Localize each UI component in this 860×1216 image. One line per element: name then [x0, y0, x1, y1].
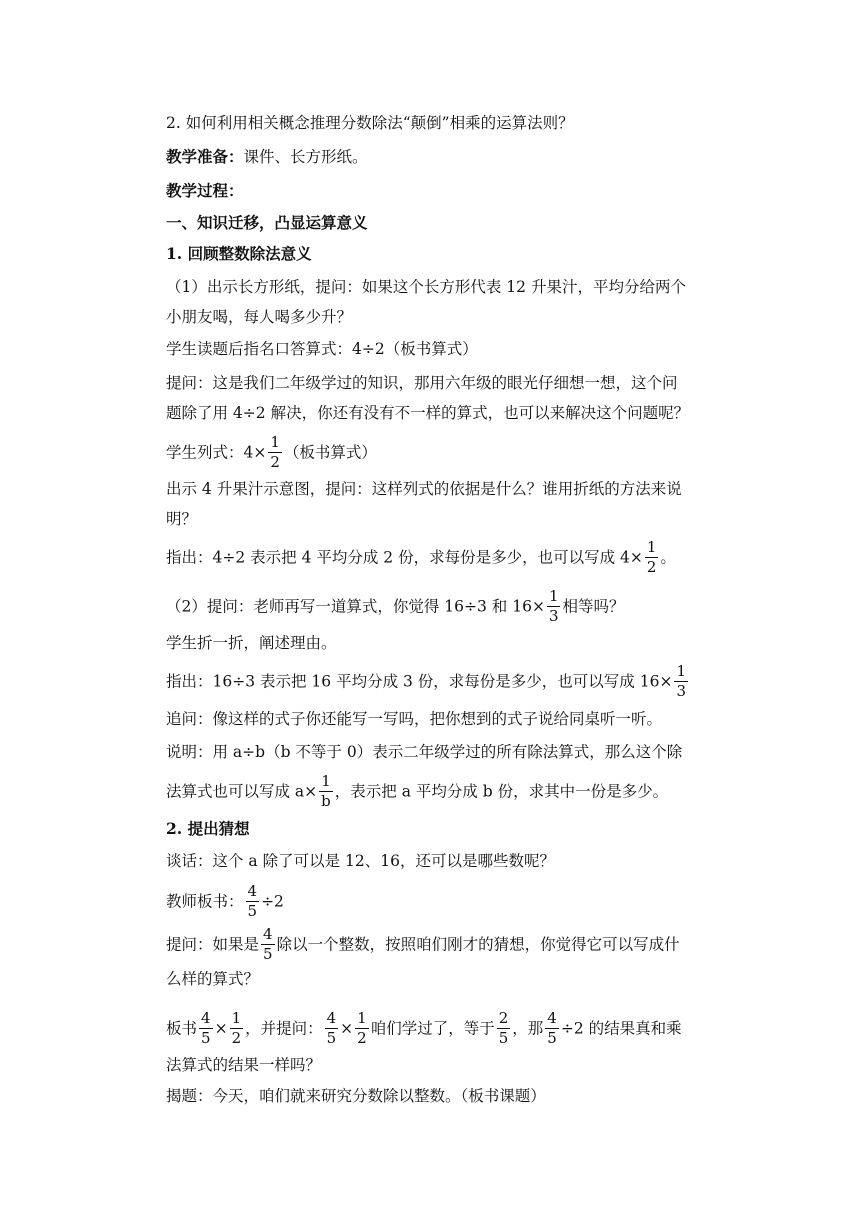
fraction-numerator: 1 — [270, 433, 280, 451]
paragraph-1-line-1: （1）出示长方形纸，提问：如果这个长方形代表 12 升果汁，平均分给两个 — [166, 278, 686, 296]
fraction-four-fifths — [325, 1011, 339, 1046]
fraction-numerator: 4 — [326, 1009, 337, 1027]
fraction-denominator: b — [321, 792, 331, 810]
fraction-denominator: 2 — [646, 558, 657, 576]
p9-text-pre: 指出：16÷3 表示把 16 平均分成 3 份，求每份是多少，也可以写成 16× — [166, 672, 673, 691]
p15-text-a: 板书 — [166, 1019, 198, 1038]
fraction-denominator: 5 — [201, 1029, 211, 1047]
fraction-numerator: 4 — [201, 1009, 211, 1027]
p4-text-post: （板书算式） — [283, 443, 377, 462]
fraction-denominator: 3 — [548, 607, 559, 625]
fraction-numerator: 1 — [231, 1009, 242, 1027]
fraction-numerator: 1 — [357, 1009, 367, 1027]
fraction-one-third — [674, 664, 688, 699]
subsection-2-heading: 2. 提出猜想 — [166, 819, 250, 838]
fraction-four-fifths — [545, 1011, 559, 1046]
teaching-prep — [166, 146, 368, 168]
paragraph-12: 谈话：这个 a 除了可以是 12、16，还可以是哪些数呢？ — [166, 852, 555, 870]
fraction-denominator: 5 — [498, 1029, 509, 1047]
paragraph-16: 揭题：今天，咱们就来研究分数除以整数。（板书课题） — [166, 1087, 546, 1105]
p13-text-post: ÷2 — [261, 892, 284, 911]
teaching-process-heading: 教学过程： — [166, 181, 244, 200]
p7-text-pre: （2）提问：老师再写一道算式，你觉得 16÷3 和 16× — [166, 597, 545, 616]
p15-text-c: ，并提问： — [245, 1019, 323, 1038]
prep-text: 课件、长方形纸。 — [243, 148, 368, 166]
fraction-two-fifths — [497, 1011, 511, 1046]
prep-label: 教学准备： — [166, 147, 244, 166]
fraction-denominator: 2 — [357, 1029, 367, 1047]
p14-text-pre: 提问：如果是 — [166, 935, 260, 954]
fraction-one-half — [645, 540, 659, 575]
fraction-four-fifths — [246, 884, 260, 919]
paragraph-15-line-1 — [166, 1009, 682, 1047]
paragraph-1-line-2: 小朋友喝，每人喝多少升？ — [166, 308, 353, 326]
p15-text-e: 咱们学过了，等于 — [370, 1019, 495, 1038]
paragraph-3-line-2: 题除了用 4÷2 解决，你还有没有不一样的算式，也可以来解决这个问题呢？ — [166, 404, 690, 422]
fraction-one-half — [355, 1011, 369, 1046]
fraction-numerator: 1 — [548, 587, 559, 605]
fraction-numerator: 4 — [247, 882, 258, 900]
fraction-one-half — [230, 1011, 244, 1046]
paragraph-5-line-2: 明？ — [166, 510, 198, 528]
fraction-denominator: 5 — [326, 1029, 337, 1047]
p4-text-pre: 学生列式：4× — [166, 443, 267, 462]
p15-text-d: × — [340, 1019, 354, 1038]
question-2: 2. 如何利用相关概念推理分数除法“颠倒”相乘的运算法则？ — [166, 114, 574, 132]
paragraph-8: 学生折一折，阐述理由。 — [166, 634, 337, 652]
p14-text-post: 除以一个整数，按照咱们刚才的猜想，你觉得它可以写成什 — [276, 935, 680, 954]
p11-text-pre: 法算式也可以写成 a× — [166, 782, 318, 801]
p7-text-post: 相等吗？ — [562, 597, 625, 616]
fraction-one-half — [268, 435, 282, 470]
paragraph-11-line-2 — [166, 772, 669, 810]
paragraph-9 — [166, 662, 690, 700]
fraction-numerator: 1 — [321, 772, 331, 790]
p11-text-post: ，表示把 a 平均分成 b 份，求其中一份是多少。 — [334, 782, 669, 801]
paragraph-2: 学生读题后指名口答算式：4÷2（板书算式） — [166, 340, 478, 358]
paragraph-4 — [166, 433, 377, 471]
paragraph-10: 追问：像这样的式子你还能写一写吗，把你想到的式子说给同桌听一听。 — [166, 710, 663, 728]
section-1-heading: 一、知识迁移，凸显运算意义 — [166, 213, 368, 232]
fraction-denominator: 3 — [676, 682, 686, 700]
fraction-numerator: 4 — [263, 925, 273, 943]
fraction-denominator: 5 — [547, 1029, 557, 1047]
paragraph-15-line-2: 法算式的结果一样吗？ — [166, 1056, 322, 1074]
fraction-one-third — [547, 589, 561, 624]
p13-text-pre: 教师板书： — [166, 892, 244, 911]
fraction-numerator: 2 — [498, 1009, 509, 1027]
p15-text-f: ，那 — [512, 1019, 544, 1038]
fraction-numerator: 1 — [676, 662, 686, 680]
subsection-1-heading: 1. 回顾整数除法意义 — [166, 244, 312, 263]
fraction-numerator: 4 — [547, 1009, 557, 1027]
paragraph-13 — [166, 882, 284, 920]
paragraph-6 — [166, 538, 676, 576]
p6-text-pre: 指出：4÷2 表示把 4 平均分成 2 份，求每份是多少，也可以写成 4× — [166, 548, 643, 567]
paragraph-3-line-1: 提问：这是我们二年级学过的知识，那用六年级的眼光仔细想一想，这个问 — [166, 374, 678, 392]
fraction-denominator: 2 — [270, 453, 280, 471]
fraction-denominator: 5 — [263, 945, 273, 963]
fraction-one-over-b — [319, 774, 333, 809]
fraction-four-fifths — [199, 1011, 213, 1046]
fraction-denominator: 5 — [247, 902, 258, 920]
p6-text-post: 。 — [660, 548, 676, 567]
fraction-numerator: 1 — [646, 538, 657, 556]
fraction-four-fifths — [261, 927, 275, 962]
paragraph-7 — [166, 587, 625, 625]
p15-text-b: × — [214, 1019, 228, 1038]
paragraph-14-line-2: 么样的算式？ — [166, 970, 260, 988]
p15-text-g: ÷2 的结果真和乘 — [560, 1019, 682, 1038]
paragraph-5-line-1: 出示 4 升果汁示意图，提问：这样列式的依据是什么？谁用折纸的方法来说 — [166, 480, 682, 498]
paragraph-11-line-1: 说明：用 a÷b（b 不等于 0）表示二年级学过的所有除法算式，那么这个除 — [166, 743, 683, 761]
fraction-denominator: 2 — [231, 1029, 242, 1047]
paragraph-14-line-1 — [166, 925, 680, 963]
